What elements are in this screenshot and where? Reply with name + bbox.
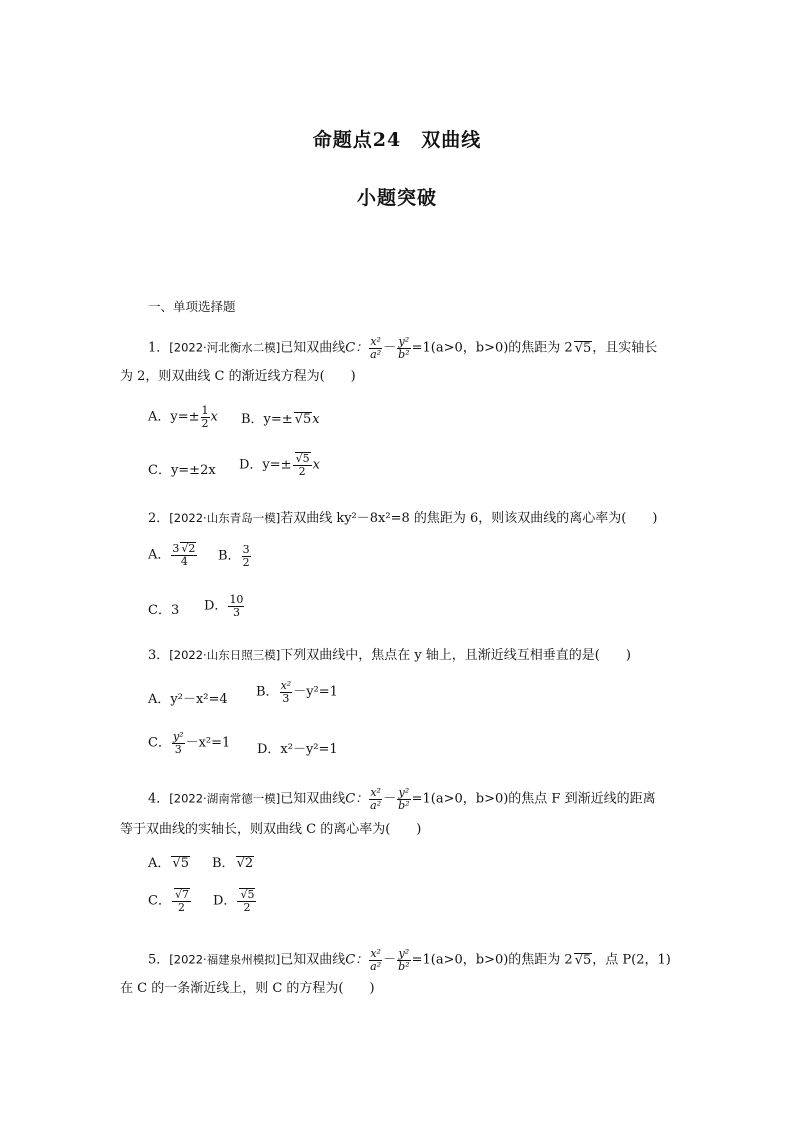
option-4-a: A．√ 5 bbox=[148, 854, 190, 874]
fraction: $\frac{\text{y²}}{\text{b²}}$ bbox=[398, 335, 410, 361]
option-1-b: B．y=±√ 5x bbox=[241, 410, 320, 430]
question-source: [2022·湖南常德一模] bbox=[169, 791, 281, 806]
option-4-c: C． √ $\frac{7}{2}$ bbox=[148, 888, 192, 914]
section-heading: 一、单项选择题 bbox=[148, 299, 236, 314]
question-2-line-1: 2．[2022·山东青岛一模]若双曲线 ky²－8x²=8 的焦距为 6，则该双曲线的离心率为( ) bbox=[148, 511, 658, 526]
question-source: [2022·山东日照三模] bbox=[169, 648, 281, 662]
option-4-b: B．√ 2 bbox=[212, 854, 254, 874]
option-3-b: B． $\frac{\text{x²}}{3}$ －y²=1 bbox=[256, 679, 338, 705]
page-title: 命题点24 双曲线 bbox=[312, 129, 482, 151]
question-1-line-2: 为 2，则双曲线 C 的渐近线方程为( ) bbox=[120, 369, 356, 384]
question-4-line-2: 等于双曲线的实轴长，则双曲线 C 的离心率为( ) bbox=[120, 822, 422, 837]
option-2-a: A． $\frac{3√ 2}{4}$ bbox=[148, 542, 198, 568]
question-source: [2022·福建泉州模拟] bbox=[169, 952, 281, 967]
option-3-a: A．y²－x²=4 bbox=[148, 692, 228, 707]
question-source: [2022·山东青岛一模] bbox=[169, 511, 281, 525]
option-4-d: D． √ $\frac{5}{2}$ bbox=[213, 888, 257, 914]
option-2-b: B． $\frac{3}{2}$ bbox=[218, 543, 250, 569]
option-1-a: A．y=± $\frac{1}{2}$ x bbox=[148, 404, 218, 430]
option-2-d: D． $\frac{10}{3}$ bbox=[204, 593, 244, 619]
question-4-line-1: 4．[2022·湖南常德一模]已知双曲线C： $\frac{\text{x²}}{\text{a²}}$ － $\frac{\text{y²}}{\text{b²}}$ =1(a>0，b>0)的焦点 F 到渐近线的距离 bbox=[148, 786, 656, 812]
option-3-d: D．x²－y²=1 bbox=[257, 742, 338, 757]
fraction: $\frac{\text{x²}}{\text{a²}}$ bbox=[370, 335, 382, 361]
question-1-line-1: 1．[2022·河北衡水二模]已知双曲线C： $\frac{\text{x²}}{\text{a²}}$ － $\frac{\text{y²}}{\text{b²}}$ =1(a>0，b>0)的焦距为 2√ 5，且实轴长 bbox=[148, 336, 657, 360]
option-3-c: C． $\frac{\text{y²}}{3}$ －x²=1 bbox=[148, 730, 231, 756]
option-1-d: D．y=± √ $\frac{5}{2}$ x bbox=[239, 452, 320, 478]
question-source: [2022·河北衡水二模] bbox=[169, 340, 281, 355]
question-number: 1． bbox=[148, 340, 170, 356]
question-5-line-2: 在 C 的一条渐近线上，则 C 的方程为( ) bbox=[120, 981, 375, 996]
option-2-c: C．3 bbox=[148, 603, 180, 618]
question-5-line-1: 5．[2022·福建泉州模拟]已知双曲线C： $\frac{\text{x²}}{\text{a²}}$ － $\frac{\text{y²}}{\text{b²}}$ =1(a>0，b>0)的焦距为 2√ 5，点 P(2，1) bbox=[148, 948, 671, 972]
question-3-line-1: 3．[2022·山东日照三模]下列双曲线中，焦点在 y 轴上，且渐近线互相垂直的是( ) bbox=[148, 648, 631, 663]
sqrt: √ 5 bbox=[574, 341, 593, 356]
option-1-c: C．y=±2x bbox=[148, 463, 216, 478]
page-subtitle: 小题突破 bbox=[356, 187, 437, 209]
